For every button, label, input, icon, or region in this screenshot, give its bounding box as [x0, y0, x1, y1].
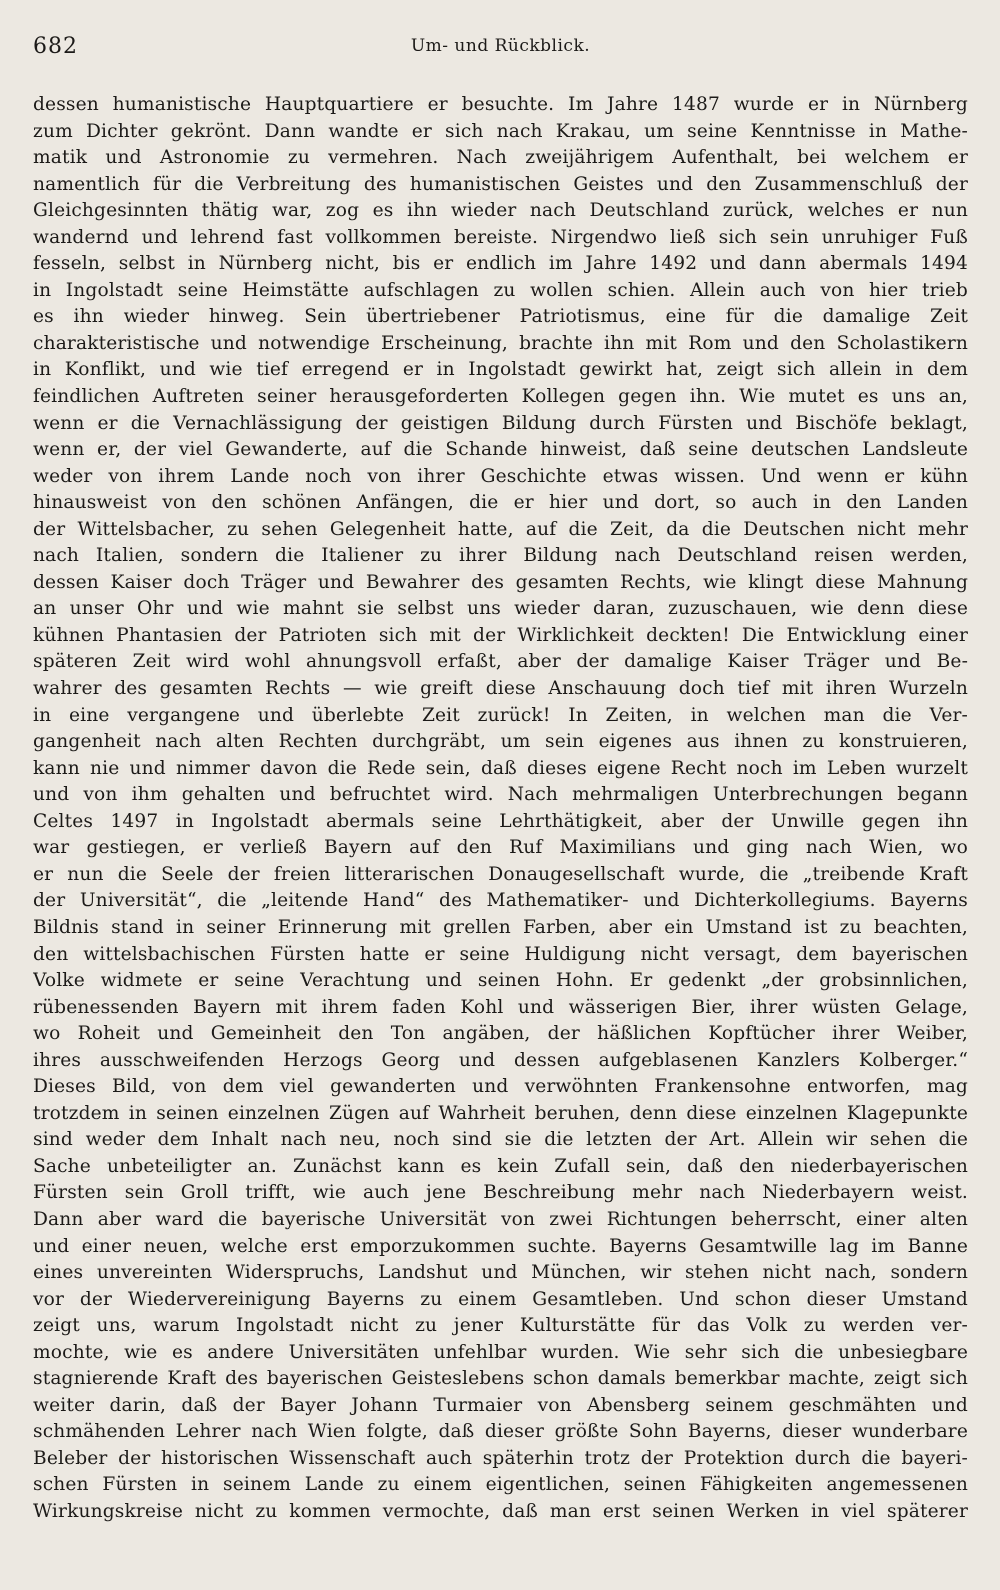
text-line: fesseln, selbst in Nürnberg nicht, bis er endlich im Jahre 1492 und dann abermals 1494 [33, 253, 968, 275]
text-line: zum Dichter gekrönt. Dann wandte er sich nach Krakau, um seine Kenntnisse in Mathe- [33, 120, 968, 142]
text-line: rübenessenden Bayern mit ihrem faden Kohl und wässerigen Bier, ihrer wüsten Gelage, [33, 996, 968, 1018]
text-line: und von ihm gehalten und befruchtet wird. Nach mehrmaligen Unterbrechungen begann [33, 784, 968, 806]
text-line: mochte, wie es andere Universitäten unfehlbar wurden. Wie sehr sich die unbesiegbare [33, 1341, 968, 1363]
text-line: Sache unbeteiligter an. Zunächst kann es kein Zufall sein, daß den niederbayerischen [33, 1155, 968, 1177]
text-line: weiter darin, daß der Bayer Johann Turmaier von Abensberg seinem geschmähten und [33, 1394, 968, 1416]
text-line: namentlich für die Verbreitung des humanistischen Geistes und den Zusammenschluß der [33, 173, 968, 195]
text-line: Gleichgesinnten thätig war, zog es ihn wieder nach Deutschland zurück, welches er nun [33, 200, 968, 222]
page-header [33, 30, 968, 66]
text-line: kühnen Phantasien der Patrioten sich mit der Wirklichkeit deckten! Die Entwicklung einer [33, 624, 968, 646]
text-line: den wittelsbachischen Fürsten hatte er seine Huldigung nicht versagt, dem bayerischen [33, 943, 968, 965]
text-line: späteren Zeit wird wohl ahnungsvoll erfaßt, aber der damalige Kaiser Träger und Be- [33, 651, 968, 673]
text-line: hinausweist von den schönen Anfängen, die er hier und dort, so auch in den Landen [33, 492, 968, 514]
text-line: Bildnis stand in seiner Erinnerung mit grellen Farben, aber ein Umstand ist zu beachten, [33, 916, 968, 938]
text-line: vor der Wiedervereinigung Bayerns zu einem Gesamtleben. Und schon dieser Umstand [33, 1288, 968, 1310]
text-line: nach Italien, sondern die Italiener zu ihrer Bildung nach Deutschland reisen werden, [33, 545, 968, 567]
text-line: und einer neuen, welche erst emporzukommen suchte. Bayerns Gesamtwille lag im Banne [33, 1235, 968, 1257]
text-line: Volke widmete er seine Verachtung und seinen Hohn. Er gedenkt „der grobsinnlichen, [33, 970, 968, 992]
text-line: der Wittelsbacher, zu sehen Gelegenheit hatte, auf die Zeit, da die Deutschen nicht mehr [33, 518, 968, 540]
text-line: Beleber der historischen Wissenschaft auch späterhin trotz der Protektion durch die bayeri- [33, 1447, 968, 1469]
text-line: Dieses Bild, von dem viel gewanderten und verwöhnten Frankensohne entworfen, mag [33, 1076, 968, 1098]
text-line: weder von ihrem Lande noch von ihrer Geschichte etwas wissen. Und wenn er kühn [33, 465, 968, 487]
text-line: dessen Kaiser doch Träger und Bewahrer des gesamten Rechts, wie klingt diese Mahnung [33, 571, 968, 593]
text-line: trotzdem in seinen einzelnen Zügen auf Wahrheit beruhen, denn diese einzelnen Klagepunkte [33, 1102, 968, 1124]
body-text [33, 92, 968, 1526]
text-line: wahrer des gesamten Rechts — wie greift diese Anschauung doch tief mit ihren Wurzeln [33, 678, 968, 700]
text-line: wo Roheit und Gemeinheit den Ton angäben, der häßlichen Kopftücher ihrer Weiber, [33, 1023, 968, 1045]
text-line: sind weder dem Inhalt nach neu, noch sind sie die letzten der Art. Allein wir sehen die [33, 1129, 968, 1151]
text-line: dessen humanistische Hauptquartiere er besuchte. Im Jahre 1487 wurde er in Nürnberg [33, 94, 968, 115]
text-line: gangenheit nach alten Rechten durchgräbt, um sein eigenes aus ihnen zu konstruieren, [33, 731, 968, 753]
text-line: zeigt uns, warum Ingolstadt nicht zu jener Kulturstätte für das Volk zu werden ver- [33, 1315, 968, 1337]
text-line: matik und Astronomie zu vermehren. Nach zweijährigem Aufenthalt, bei welchem er [33, 147, 968, 169]
text-line: Celtes 1497 in Ingolstadt abermals seine Lehrthätigkeit, aber der Unwille gegen ihn [33, 810, 968, 832]
text-line: der Universität“, die „leitende Hand“ des Mathematiker- und Dichterkollegiums. Bayerns [33, 890, 968, 912]
text-line: stagnierende Kraft des bayerischen Geisteslebens schon damals bemerkbar machte, zeigt sich [33, 1368, 968, 1390]
text-line: an unser Ohr und wie mahnt sie selbst uns wieder daran, zuzuschauen, wie denn diese [33, 598, 968, 620]
text-line: in Konflikt, und wie tief erregend er in Ingolstadt gewirkt hat, zeigt sich allein in dem [33, 359, 968, 381]
text-line: feindlichen Auftreten seiner herausgeforderten Kollegen gegen ihn. Wie mutet es uns an, [33, 386, 968, 408]
text-line: in eine vergangene und überlebte Zeit zurück! In Zeiten, in welchen man die Ver- [33, 704, 968, 726]
text-line: wenn er die Vernachlässigung der geistigen Bildung durch Fürsten und Bischöfe beklagt, [33, 412, 968, 434]
text-line: schen Fürsten in seinem Lande zu einem eigentlichen, seinen Fähigkeiten angemessenen [33, 1474, 968, 1496]
text-line: in Ingolstadt seine Heimstätte aufschlagen zu wollen schien. Allein auch von hier trieb [33, 279, 968, 301]
text-line: Wirkungskreise nicht zu kommen vermochte, daß man erst seinen Werken in viel späterer [33, 1500, 968, 1522]
text-line: schmähenden Lehrer nach Wien folgte, daß dieser größte Sohn Bayerns, dieser wunderbare [33, 1421, 968, 1443]
text-line: er nun die Seele der freien litterarischen Donaugesellschaft wurde, die „treibende Kraft [33, 863, 968, 885]
running-head: Um- und Rückblick. [410, 36, 591, 56]
text-line: Fürsten sein Groll trifft, wie auch jene Beschreibung mehr nach Niederbayern weist. [33, 1182, 968, 1204]
text-line: wandernd und lehrend fast vollkommen bereiste. Nirgendwo ließ sich sein unruhiger Fuß [33, 226, 968, 248]
text-line: war gestiegen, er verließ Bayern auf den Ruf Maximilians und ging nach Wien, wo [33, 837, 968, 859]
text-line: eines unvereinten Widerspruchs, Landshut und München, wir stehen nicht nach, sondern [33, 1262, 968, 1284]
text-line: charakteristische und notwendige Erscheinung, brachte ihn mit Rom und den Scholastikern [33, 332, 968, 354]
page-number: 682 [33, 34, 78, 59]
text-line: wenn er, der viel Gewanderte, auf die Schande hinweist, daß seine deutschen Landsleute [33, 439, 968, 461]
text-line: ihres ausschweifenden Herzogs Georg und dessen aufgeblasenen Kanzlers Kolberger.“ [33, 1049, 968, 1071]
text-line: Dann aber ward die bayerische Universität von zwei Richtungen beherrscht, einer alten [33, 1208, 968, 1230]
text-line: kann nie und nimmer davon die Rede sein, daß dieses eigene Recht noch im Leben wurzelt [33, 757, 968, 779]
text-line: es ihn wieder hinweg. Sein übertriebener Patriotismus, eine für die damalige Zeit [33, 306, 968, 328]
